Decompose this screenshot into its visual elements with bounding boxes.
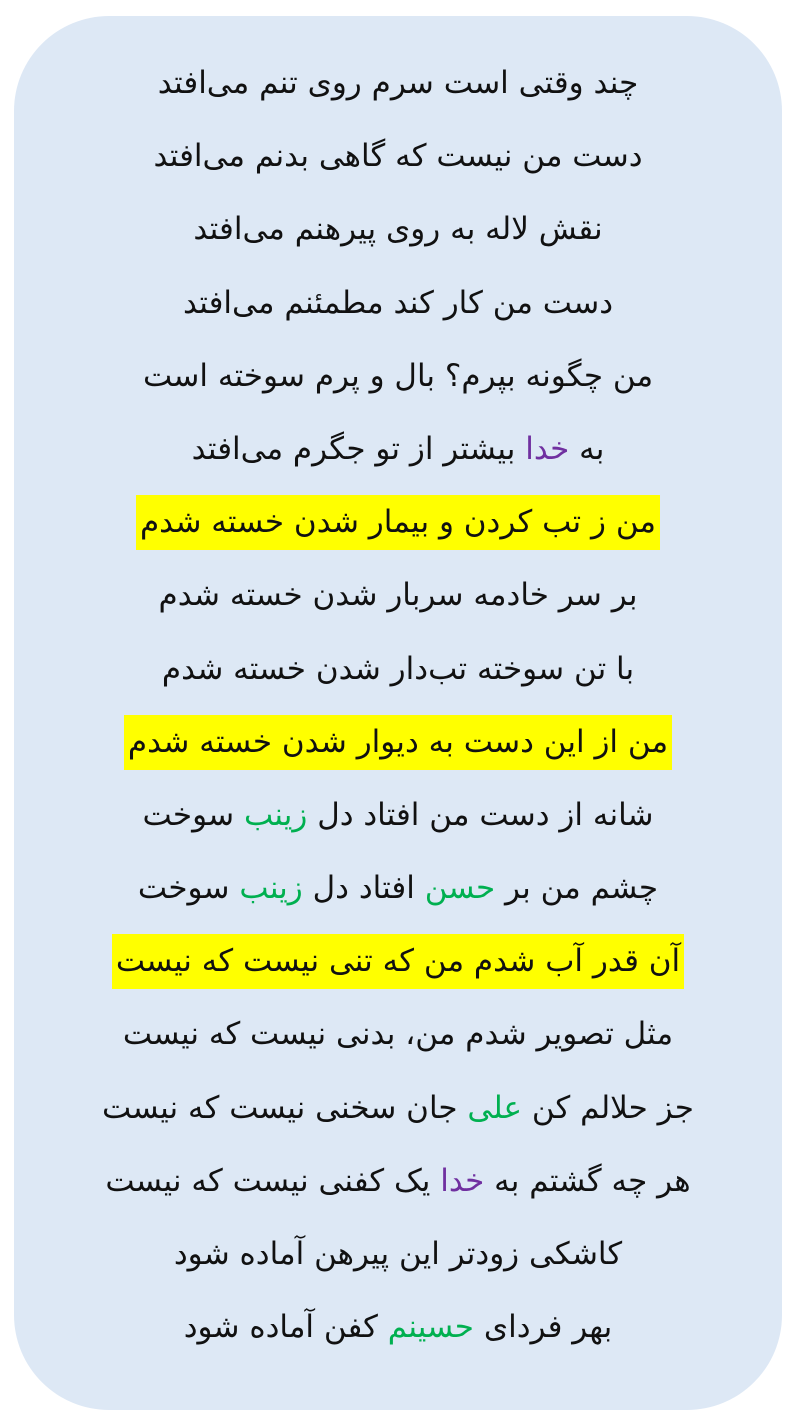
verse-segment: به — [569, 430, 605, 467]
verse-line — [14, 998, 782, 1071]
verse-text-highlighted — [124, 715, 672, 770]
verse-segment: شانه از دست من افتاد دل — [307, 796, 654, 833]
verse-text — [170, 1227, 626, 1282]
verse-segment: مثل تصویر شدم من، بدنی نیست که نیست — [122, 1016, 674, 1053]
verse-text-highlighted — [136, 495, 660, 550]
verse-text — [139, 349, 657, 404]
verse-line — [14, 340, 782, 413]
verse-highlight-word: زینب — [243, 796, 308, 833]
verse-text — [155, 568, 642, 623]
verse-line — [14, 486, 782, 559]
verse-highlight-word: زینب — [239, 870, 303, 907]
verse-text — [138, 788, 657, 843]
verse-segment: چشم من بر — [495, 870, 659, 907]
verse-highlight-word: حسینم — [387, 1309, 474, 1346]
verse-line — [14, 1291, 782, 1364]
verse-segment: دست من کار کند مطمئنم می‌افتد — [182, 284, 614, 321]
verse-line — [14, 925, 782, 998]
verse-segment: جز حلالم کن — [522, 1089, 694, 1126]
verse-segment: سوخت — [137, 870, 240, 907]
verse-text — [158, 642, 638, 697]
verse-segment: من از این دست به دیوار شدن خسته شدم — [127, 723, 669, 760]
verse-line — [14, 193, 782, 266]
verse-segment: سوخت — [142, 796, 244, 833]
verse-segment: بهر فردای — [473, 1309, 613, 1346]
verse-text — [180, 1300, 617, 1355]
verse-highlight-word: حسن — [424, 870, 496, 907]
verse-line — [14, 267, 782, 340]
verse-segment: افتاد دل — [302, 870, 425, 907]
verse-segment: آن قدر آب شدم من که تنی نیست که نیست — [115, 943, 681, 980]
verse-line — [14, 559, 782, 632]
verse-line — [14, 1218, 782, 1291]
verse-text-highlighted — [112, 934, 684, 989]
verse-line — [14, 413, 782, 486]
verse-segment: با تن سوخته تب‌دار شدن خسته شدم — [161, 650, 635, 687]
verse-line — [14, 706, 782, 779]
verse-segment: بر سر خادمه سربار شدن خسته شدم — [158, 577, 638, 614]
verse-text — [134, 861, 662, 916]
verse-segment: کاشکی زودتر این پیرهن آماده شود — [173, 1236, 623, 1272]
verse-text — [149, 129, 646, 184]
verse-line — [14, 633, 782, 706]
verse-segment: جان سخنی نیست که نیست — [102, 1089, 468, 1126]
verse-text — [179, 276, 617, 331]
verse-segment: کفن آماده شود — [183, 1309, 388, 1346]
verse-highlight-word: خدا — [525, 430, 570, 467]
verse-segment: من ز تب کردن و بیمار شدن خسته شدم — [139, 504, 657, 541]
verse-segment: یک کفنی نیست که نیست — [105, 1162, 441, 1199]
verse-text — [98, 1081, 698, 1136]
verse-segment: نقش لاله به روی پیرهنم می‌افتد — [193, 211, 603, 248]
verse-line — [14, 47, 782, 120]
verse-segment: من چگونه بپرم؟ بال و پرم سوخته است — [142, 357, 654, 394]
verse-line — [14, 1145, 782, 1218]
verse-text — [119, 1007, 677, 1062]
verse-segment: دست من نیست که گاهی بدنم می‌افتد — [153, 138, 643, 175]
verse-line — [14, 779, 782, 852]
verse-text — [188, 422, 609, 477]
verse-text — [101, 1154, 694, 1209]
verse-segment: هر چه گشتم به — [484, 1162, 691, 1199]
verse-segment: چند وقتی است سرم روی تنم می‌افتد — [157, 65, 639, 101]
verse-line — [14, 1072, 782, 1145]
verse-line — [14, 120, 782, 193]
verse-line — [14, 852, 782, 925]
verse-segment: بیشتر از تو جگرم می‌افتد — [191, 430, 526, 467]
verse-highlight-word: علی — [467, 1089, 523, 1126]
verse-text — [189, 202, 606, 257]
poem-verses — [14, 47, 782, 1364]
verse-highlight-word: خدا — [440, 1162, 485, 1199]
verse-text — [154, 56, 643, 111]
